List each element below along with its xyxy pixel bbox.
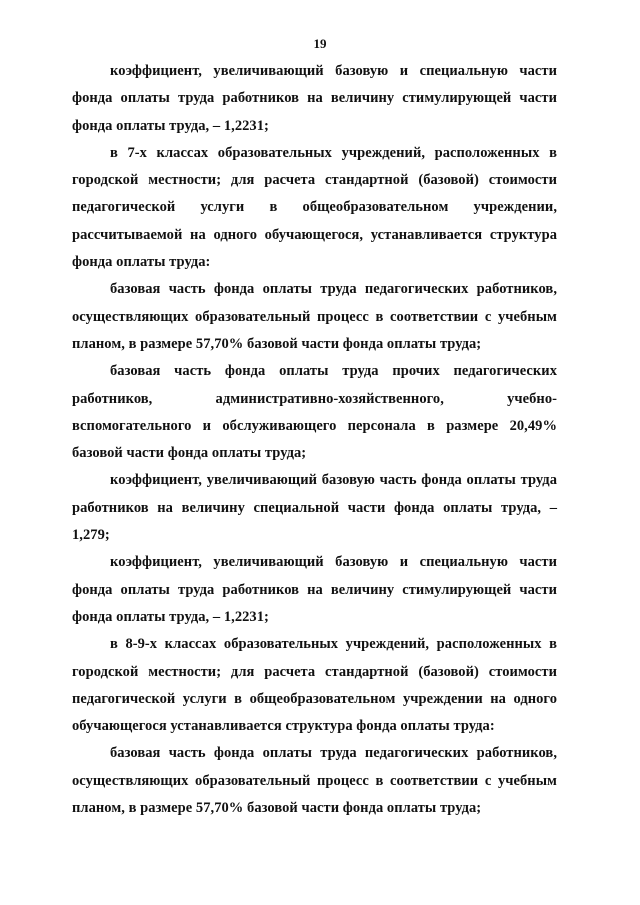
paragraph-coefficient-stimulating: коэффициент, увеличивающий базовую и специальную части фонда оплаты труда работников на величину стимулирующей части фонда оплаты труда, – 1,2231; [72, 63, 557, 134]
paragraph-coefficient-stimulating-2: коэффициент, увеличивающий базовую и специальную части фонда оплаты труда работников на величину стимулирующей части фонда оплаты труда, – 1,2231; [72, 554, 557, 625]
page-number: 19 [313, 36, 327, 51]
paragraph-base-pedagogical: базовая часть фонда оплаты труда педагогических работников, осуществляющих образовательный процесс в соответствии с учебным планом, в размере 57,70% базовой части фонда оплаты труда; [72, 281, 557, 352]
paragraph-coefficient-special: коэффициент, увеличивающий базовую часть фонда оплаты труда работников на величину специальной части фонда оплаты труда, – 1,279; [72, 472, 557, 544]
paragraph-grade-7-structure: в 7-х классах образовательных учреждений, расположенных в городской местности; для расчета стандартной (базовой) стоимости педагогической услуги в общеобразовательном учреждении, рассчитываемой на одного обучающегося, устанавливается структура фонда оплаты труда: [72, 144, 557, 271]
paragraph-grade-8-9-structure: в 8-9-х классах образовательных учреждений, расположенных в городской местности; для расчета стандартной (базовой) стоимости педагогической услуги в общеобразовательном учреждении на одного обучающегося устанавливается структура фонда оплаты труда: [72, 636, 557, 735]
document-body [72, 58, 557, 822]
paragraph-base-pedagogical-2: базовая часть фонда оплаты труда педагогических работников, осуществляющих образовательный процесс в соответствии с учебным планом, в размере 57,70% базовой части фонда оплаты труда; [72, 745, 557, 817]
paragraph-base-other-staff: базовая часть фонда оплаты труда прочих педагогических работников, административно-хозяйственного, учебно-вспомогательного и обслуживающего персонала в размере 20,49% базовой части фонда оплаты труда; [72, 363, 557, 462]
